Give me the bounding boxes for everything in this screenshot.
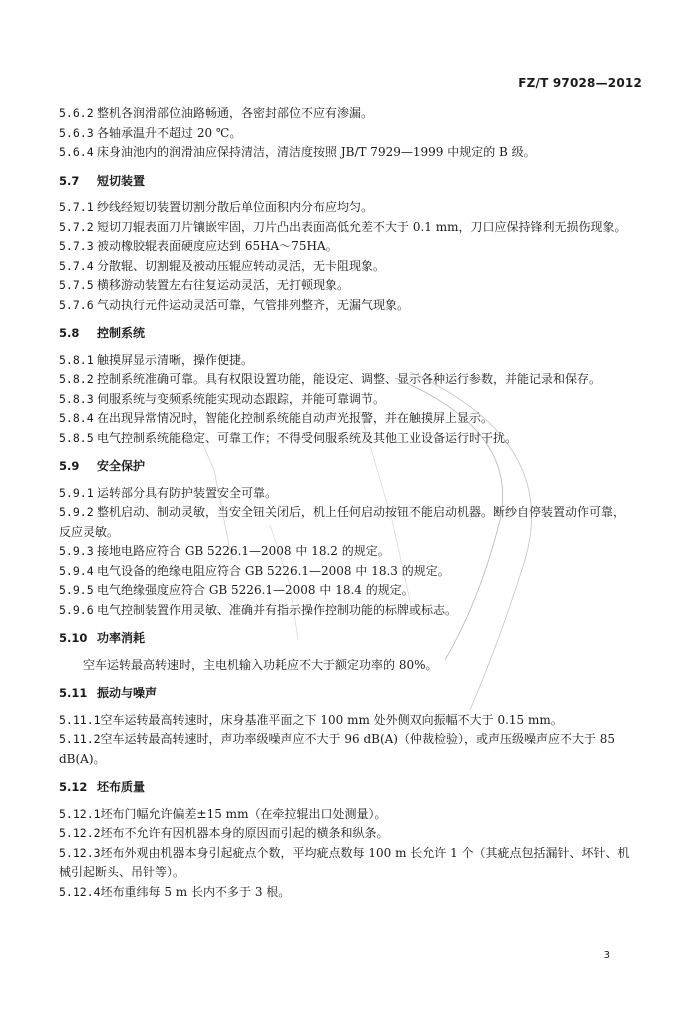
clause-text: 整机启动、制动灵敏，当安全钮关闭后，机上任何启动按钮不能启动机器。断纱自停装置动作可靠，反应灵敏。 — [59, 505, 626, 539]
clause-number: 5.6.4 — [59, 145, 94, 159]
clause-number: 5.7.5 — [59, 278, 94, 292]
clause-text: 坯布门幅允许偏差±15 mm（在牵拉辊出口处测量）。 — [100, 806, 387, 821]
clause-item — [59, 484, 634, 504]
clause-number: 5.9 — [59, 459, 80, 473]
clause-text: 运转部分具有防护装置安全可靠。 — [97, 485, 278, 500]
clause-number: 5.7.2 — [59, 219, 94, 234]
paragraph — [59, 656, 634, 676]
section-heading — [59, 172, 634, 192]
clause-item — [59, 409, 634, 429]
clause-number: 5.9.5 — [59, 583, 94, 597]
clause-number: 5.9.1 — [59, 485, 94, 500]
clause-number: 5.9.3 — [59, 544, 94, 558]
clause-item — [59, 601, 634, 621]
clause-item — [59, 351, 634, 371]
clause-number: 5.12.1 — [59, 806, 101, 821]
clause-text: 横移游动装置左右往复运动灵活，无打顿现象。 — [97, 278, 350, 292]
clause-text: 气动执行元件运动灵活可靠，气管排列整齐，无漏气现象。 — [97, 297, 410, 312]
clause-number: 5.11 — [59, 686, 88, 700]
clause-number: 5.12.2 — [59, 826, 101, 840]
clause-number: 5.12 — [59, 780, 88, 794]
clause-item — [59, 257, 634, 277]
clause-item — [59, 730, 634, 769]
clause-number: 5.7.3 — [59, 239, 94, 253]
clause-number: 5.11.2 — [59, 732, 101, 746]
clause-number: 5.8.3 — [59, 391, 94, 406]
clause-item — [59, 824, 634, 844]
standard-code: FZ/T 97028—2012 — [518, 76, 642, 90]
clause-item — [59, 844, 634, 883]
clause-text: 分散辊、切割辊及被动压辊应转动灵活，无卡阻现象。 — [97, 258, 386, 273]
clause-number: 5.12.3 — [59, 845, 101, 860]
clause-number: 5.6.3 — [59, 125, 94, 140]
clause-item — [59, 503, 634, 542]
clause-item — [59, 805, 634, 825]
clause-text: 控制系统 — [97, 326, 146, 340]
clause-text: 振动与噪声 — [97, 686, 158, 700]
clause-text: 空车运转最高转速时，主电机输入功耗应不大于额定功率的 80%。 — [83, 657, 438, 672]
clause-item — [59, 296, 634, 316]
clause-text: 在出现异常情况时，智能化控制系统能自动声光报警，并在触摸屏上显示。 — [97, 411, 494, 425]
clause-number: 5.9.6 — [59, 602, 94, 617]
clause-text: 伺服系统与变频系统能实现动态跟踪，并能可靠调节。 — [97, 391, 386, 406]
clause-text: 纱线经短切装置切割分散后单位面积内分布应均匀。 — [97, 200, 374, 214]
clause-number: 5.10 — [59, 631, 88, 645]
clause-text: 接地电路应符合 GB 5226.1—2008 中 18.2 的规定。 — [97, 544, 390, 558]
clause-item — [59, 143, 634, 163]
section-heading — [59, 684, 634, 704]
clause-text: 电气绝缘强度应符合 GB 5226.1—2008 中 18.4 的规定。 — [97, 583, 414, 597]
section-heading — [59, 778, 634, 798]
clause-text: 床身油池内的润滑油应保持清洁，清洁度按照 JB/T 7929—1999 中规定的 B 级。 — [97, 145, 536, 159]
clause-item — [59, 390, 634, 410]
clause-item — [59, 104, 634, 124]
clause-item — [59, 124, 634, 144]
clause-number: 5.8 — [59, 326, 80, 340]
section-heading — [59, 457, 634, 477]
clause-text: 短切刀辊表面刀片镶嵌牢固，刀片凸出表面高低允差不大于 0.1 mm，刀口应保持锋利无损伤现象。 — [97, 219, 627, 234]
document-body — [59, 104, 634, 902]
clause-text: 坯布重纬每 5 m 长内不多于 3 根。 — [100, 884, 291, 899]
clause-item — [59, 883, 634, 903]
clause-text: 坯布外观由机器本身引起疵点个数，平均疵点数每 100 m 长允许 1 个（其疵点包括漏针、坏针、机械引起断头、吊针等）。 — [59, 845, 630, 879]
clause-number: 5.8.4 — [59, 411, 94, 425]
clause-item — [59, 711, 634, 731]
clause-item — [59, 542, 634, 562]
clause-text: 触摸屏显示清晰，操作便捷。 — [97, 352, 254, 367]
clause-text: 短切装置 — [97, 173, 146, 188]
clause-number: 5.7.1 — [59, 200, 94, 214]
clause-text: 安全保护 — [97, 459, 146, 473]
clause-number: 5.7 — [59, 173, 80, 188]
clause-text: 电气设备的绝缘电阻应符合 GB 5226.1—2008 中 18.3 的规定。 — [97, 563, 450, 578]
clause-number: 5.7.4 — [59, 258, 94, 273]
clause-text: 电气控制装置作用灵敏、准确并有指示操作控制功能的标牌或标志。 — [97, 602, 458, 617]
clause-number: 5.7.6 — [59, 297, 94, 312]
clause-text: 功率消耗 — [97, 631, 146, 645]
clause-number: 5.12.4 — [59, 884, 101, 899]
clause-text: 整机各润滑部位油路畅通，各密封部位不应有渗漏。 — [97, 106, 374, 120]
clause-text: 空车运转最高转速时，床身基准平面之下 100 mm 处外侧双向振幅不大于 0.15 mm。 — [100, 712, 563, 727]
clause-item — [59, 429, 634, 449]
clause-number: 5.8.5 — [59, 430, 94, 445]
clause-item — [59, 276, 634, 296]
clause-number: 5.9.2 — [59, 505, 94, 519]
clause-text: 各轴承温升不超过 20 ℃。 — [97, 125, 242, 140]
section-heading — [59, 324, 634, 344]
clause-item — [59, 370, 634, 390]
clause-item — [59, 218, 634, 238]
clause-item — [59, 237, 634, 257]
clause-number: 5.6.2 — [59, 106, 94, 120]
clause-text: 被动橡胶辊表面硬度应达到 65HA～75HA。 — [97, 239, 338, 253]
clause-text: 坯布不允许有因机器本身的原因而引起的横条和纵条。 — [100, 826, 389, 840]
clause-number: 5.9.4 — [59, 563, 94, 578]
clause-text: 控制系统准确可靠。具有权限设置功能，能设定、调整、显示各种运行参数，并能记录和保存。 — [97, 372, 602, 386]
clause-number: 5.8.1 — [59, 352, 94, 367]
clause-text: 坯布质量 — [97, 780, 146, 794]
clause-text: 空车运转最高转速时，声功率级噪声应不大于 96 dB(A)（仲裁检验），或声压级噪声应不大于 85 dB(A)。 — [59, 732, 616, 766]
clause-item — [59, 198, 634, 218]
page-number: 3 — [603, 950, 610, 961]
clause-number: 5.8.2 — [59, 372, 94, 386]
clause-item — [59, 581, 634, 601]
section-heading — [59, 629, 634, 649]
clause-number: 5.11.1 — [59, 712, 101, 727]
clause-item — [59, 562, 634, 582]
clause-text: 电气控制系统能稳定、可靠工作；不得受伺服系统及其他工业设备运行时干扰。 — [97, 430, 518, 445]
